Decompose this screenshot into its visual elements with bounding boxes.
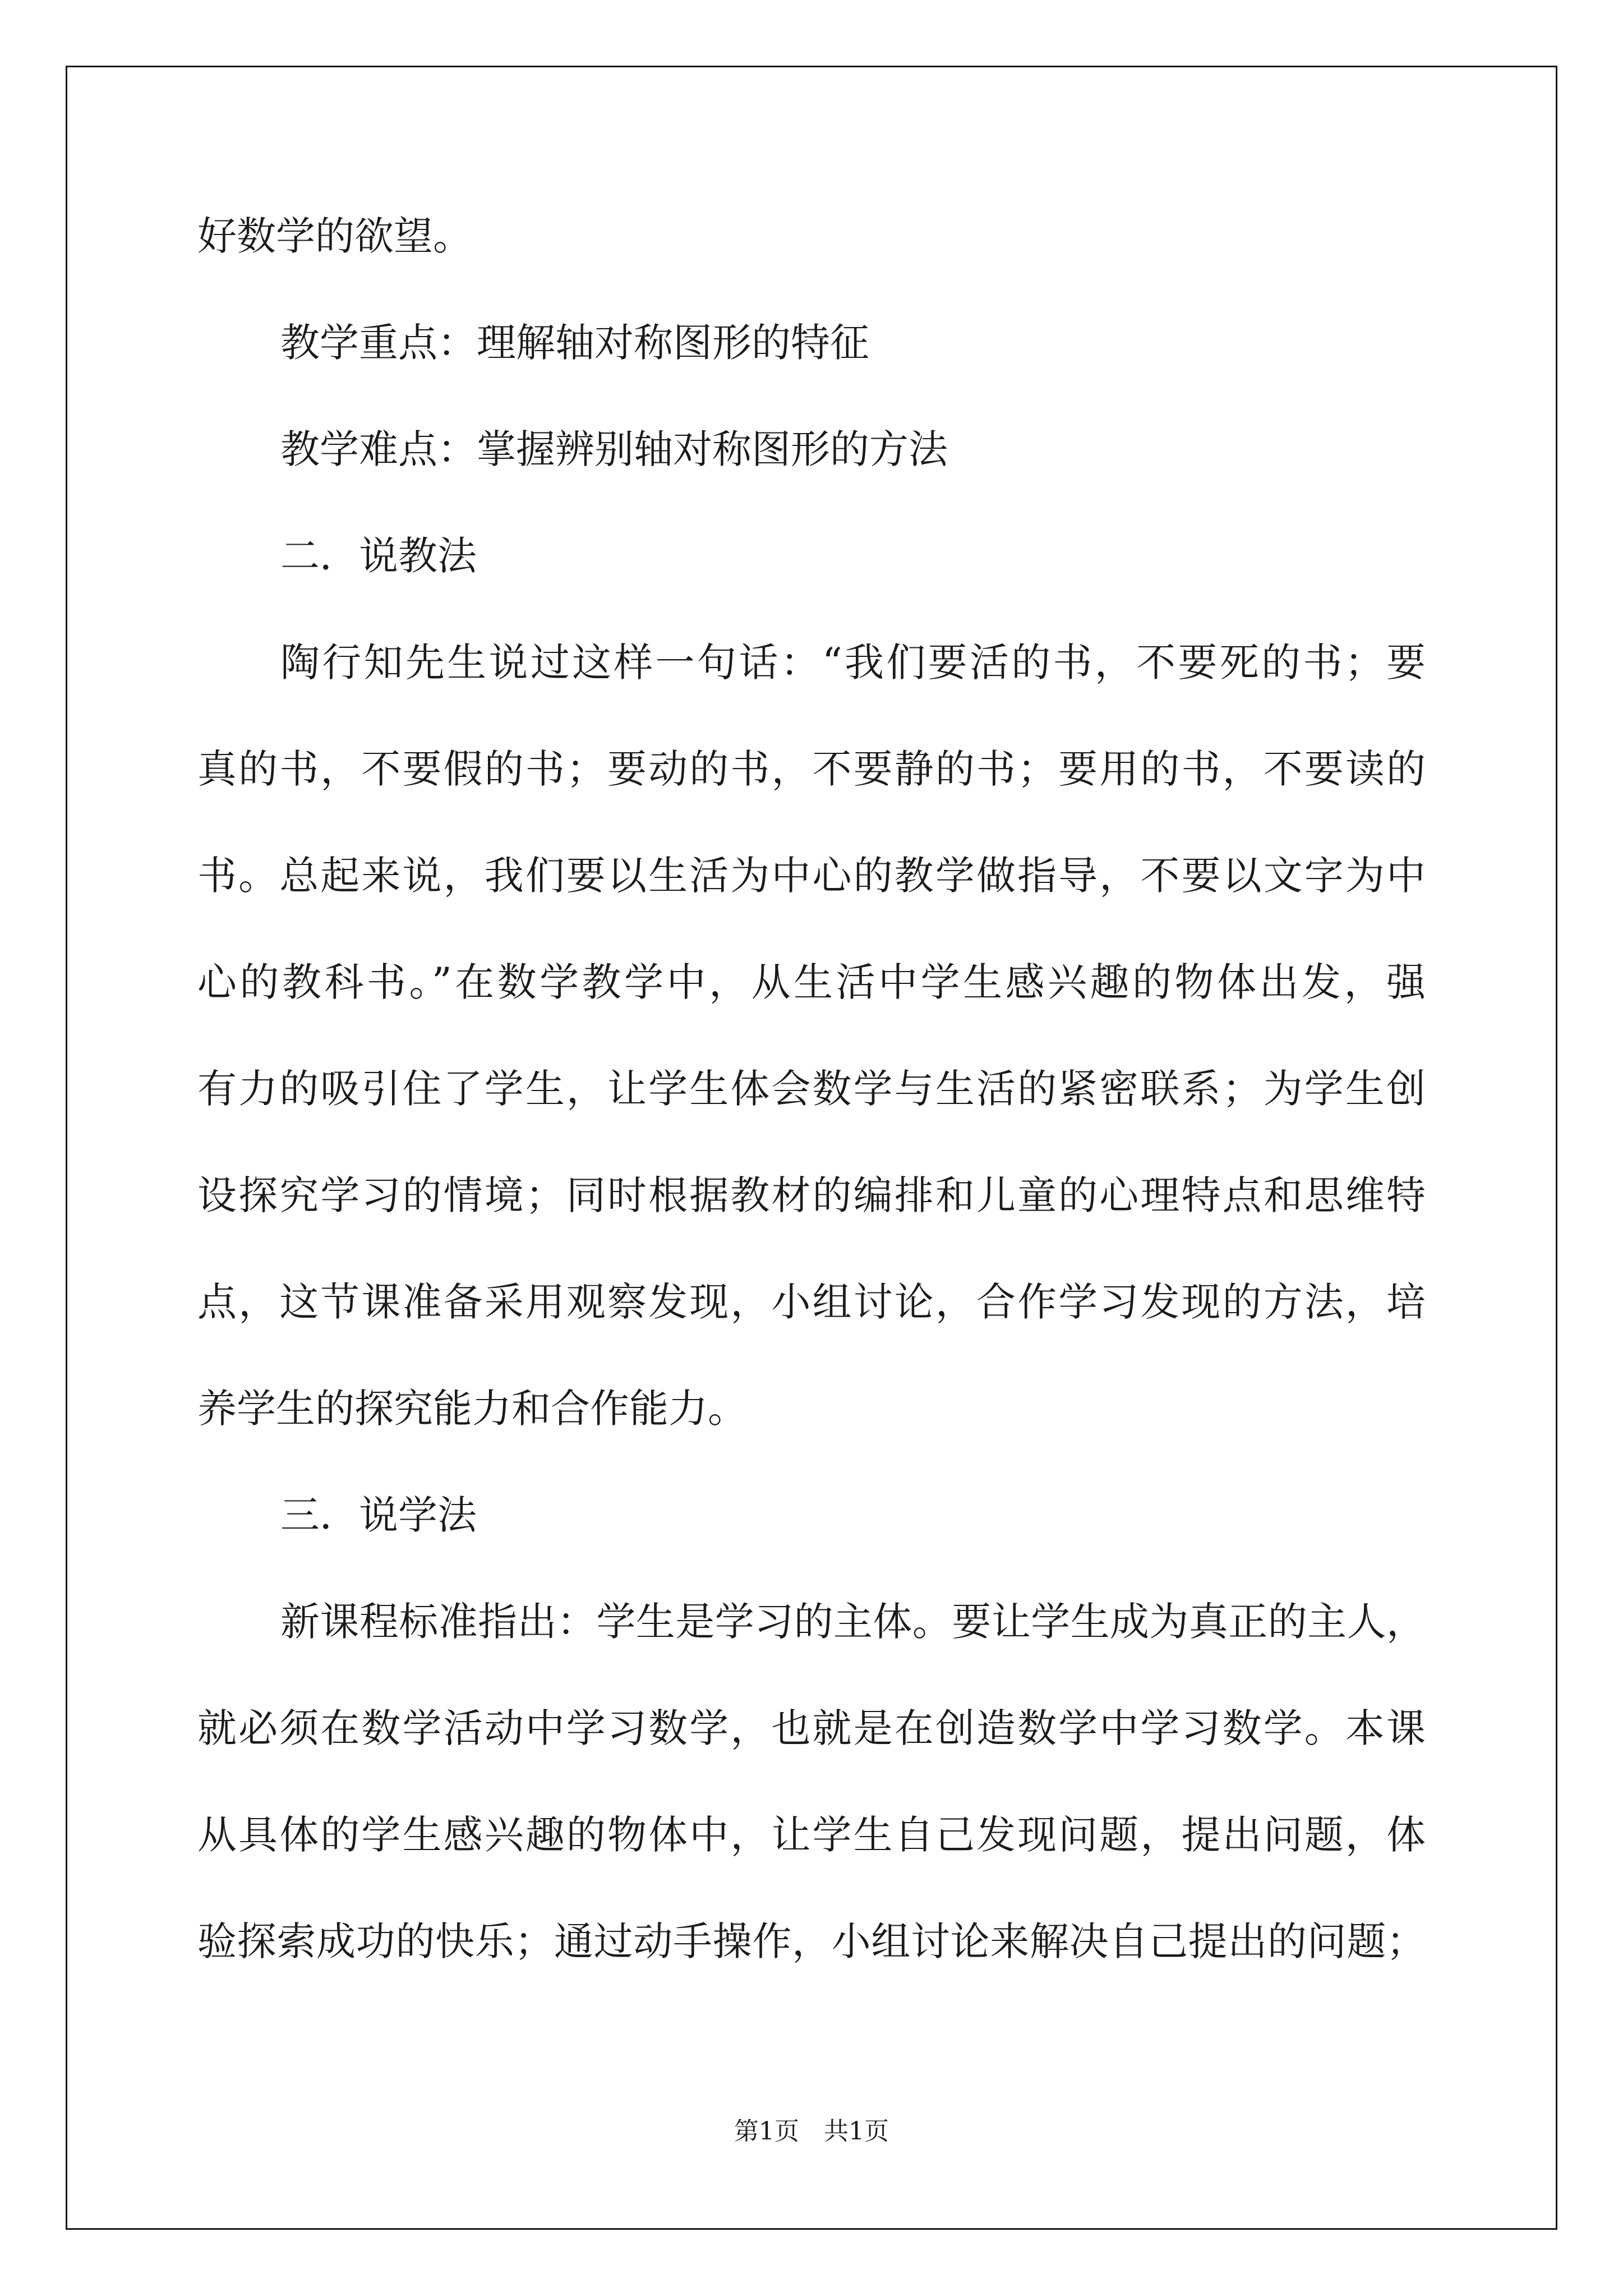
paragraph-line: 书。总起来说，我们要以生活为中心的教学做指导，不要以文字为中 bbox=[197, 853, 1426, 899]
paragraph-line: 心的教科书。”在数学教学中，从生活中学生感兴趣的物体出发，强 bbox=[197, 959, 1426, 1005]
body-line: 好数学的欲望。 bbox=[197, 213, 472, 259]
paragraph-line: 设探究学习的情境；同时根据教材的编排和儿童的心理特点和思维特 bbox=[197, 1172, 1426, 1218]
paragraph-line: 有力的吸引住了学生，让学生体会数学与生活的紧密联系；为学生创 bbox=[197, 1066, 1426, 1112]
section-heading: 二．说教法 bbox=[280, 533, 477, 579]
paragraph-line: 点，这节课准备采用观察发现，小组讨论，合作学习发现的方法，培 bbox=[197, 1279, 1426, 1325]
page-border bbox=[66, 66, 1557, 2230]
paragraph-line: 验探索成功的快乐；通过动手操作，小组讨论来解决自己提出的问题； bbox=[197, 1918, 1426, 1964]
paragraph-line: 真的书，不要假的书；要动的书，不要静的书；要用的书，不要读的 bbox=[197, 746, 1426, 792]
paragraph-line: 新课程标准指出：学生是学习的主体。要让学生成为真正的主人， bbox=[280, 1599, 1426, 1645]
paragraph-line: 养学生的探究能力和合作能力。 bbox=[197, 1386, 747, 1432]
page-footer: 第1页 共1页 bbox=[734, 2117, 889, 2146]
key-point-line: 教学重点：理解轴对称图形的特征 bbox=[280, 320, 869, 366]
paragraph-line: 从具体的学生感兴趣的物体中，让学生自己发现问题，提出问题，体 bbox=[197, 1812, 1426, 1858]
difficult-point-line: 教学难点：掌握辨别轴对称图形的方法 bbox=[280, 426, 948, 472]
paragraph-line: 陶行知先生说过这样一句话：“我们要活的书，不要死的书；要 bbox=[280, 639, 1426, 685]
section-heading: 三．说学法 bbox=[280, 1492, 477, 1538]
paragraph-line: 就必须在数学活动中学习数学，也就是在创造数学中学习数学。本课 bbox=[197, 1705, 1426, 1751]
